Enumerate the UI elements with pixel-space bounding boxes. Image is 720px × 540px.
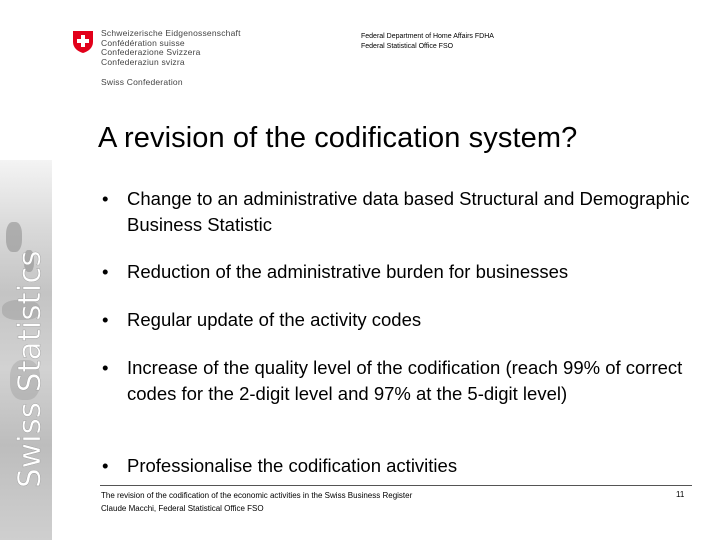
confederation-line: Confederazione Svizzera [101, 47, 201, 57]
bullet-item [102, 453, 694, 479]
swiss-cross-shield-icon [72, 30, 94, 54]
bullet-text: Reduction of the administrative burden for businesses [127, 261, 569, 282]
confederation-names [101, 29, 241, 88]
footer-line-1: The revision of the codification of the economic activities in the Swiss Business Register [101, 491, 413, 500]
swiss-confederation-label: Swiss Confederation [101, 77, 183, 87]
bullet-item [102, 259, 694, 285]
confederation-line: Schweizerische Eidgenossenschaft [101, 28, 241, 38]
bullet-glyph: • [102, 309, 109, 330]
bullet-glyph: • [102, 455, 109, 476]
bullet-text: Increase of the quality level of the codification (reach 99% of correct codes for the 2-digit level and 97% at the 5-digit level) [127, 357, 683, 404]
confederation-line: Confédération suisse [101, 37, 185, 48]
department-line: Federal Statistical Office FSO [361, 43, 454, 50]
bullet-glyph: • [102, 261, 109, 282]
department-info [361, 32, 494, 52]
bullet-text: Professionalise the codification activities [127, 455, 458, 476]
footer-text [101, 490, 412, 515]
bullet-item [102, 186, 694, 238]
confederation-line: Confederaziun svizra [101, 56, 185, 67]
bullet-text: Regular update of the activity codes [127, 309, 422, 330]
page-number: 11 [676, 490, 685, 499]
department-line: Federal Department of Home Affairs FDHA [361, 33, 494, 40]
slide-title: A revision of the codification system? [98, 122, 578, 154]
bullet-glyph: • [102, 357, 109, 378]
bullet-glyph: • [102, 188, 109, 209]
swiss-statistics-brand [2, 190, 50, 490]
footer-line-2: Claude Macchi, Federal Statistical Office FSO [101, 503, 264, 513]
bullet-item [102, 307, 694, 333]
footer-divider [100, 485, 692, 486]
bullet-text: Change to an administrative data based Structural and Demographic Business Statistic [127, 188, 690, 235]
sidebar-brand-text: Swiss Statistics [12, 250, 48, 488]
bullet-item [102, 355, 694, 407]
